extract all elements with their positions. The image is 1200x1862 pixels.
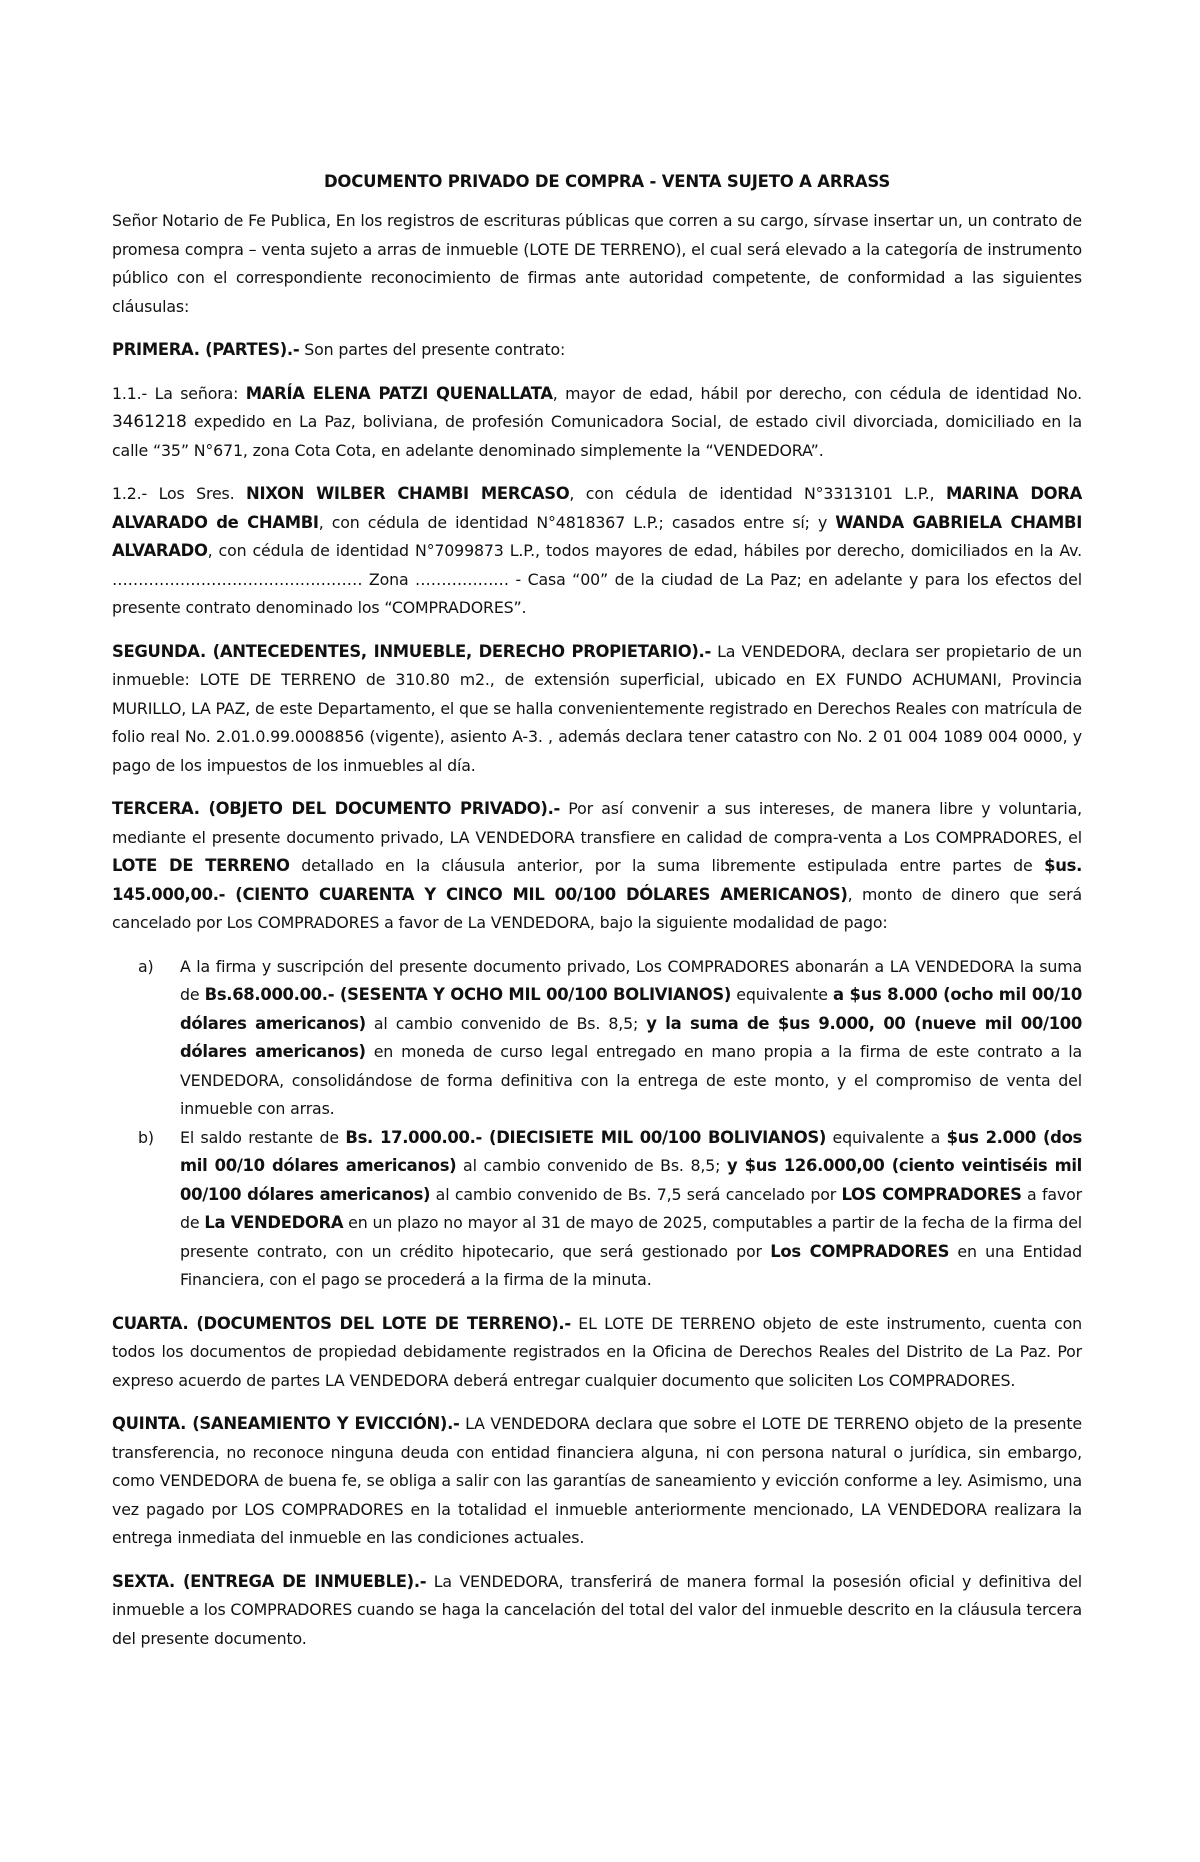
item-amount: y $us 126.000,00 (ciento veintiséis mil 00/100 dólares americanos) (180, 1156, 1082, 1204)
item-amount: $us 2.000 (dos mil 00/10 dólares americanos) (180, 1127, 1082, 1175)
clause-heading: PRIMERA. (PARTES).- (112, 340, 300, 359)
clause-heading: SEXTA. (ENTREGA DE INMUEBLE).- (112, 1571, 427, 1591)
intro-paragraph: Señor Notario de Fe Publica, En los registros de escrituras públicas que corren a su cargo, sírvase insertar un, un contrato de promesa compra – venta sujeto a arras de inmueble (LOTE DE TERRENO), el cual será elevado a la categoría de instrumento público con el correspondiente reconocimiento de firmas ante autoridad competente, de conformidad a las siguientes cláusulas: (112, 211, 1082, 316)
item-text: en un plazo no mayor al 31 de mayo de 2025, computables a partir de la fecha de la firma del presente contrato, con un crédito hipotecario, que será gestionado por (180, 1213, 1082, 1261)
clause-tercera (112, 795, 1082, 938)
clause-primera (112, 336, 1082, 365)
item-text: equivalente a (826, 1127, 947, 1147)
payment-item-b (138, 1124, 1083, 1295)
item-text: en moneda de curso legal entregado en mano propia a la firma de este contrato a la VENDEDORA, consolidándose de forma definitiva con la entrega de este monto, y el compromiso de venta del inmueble con arras. (180, 1042, 1082, 1118)
list-marker: a) (138, 956, 154, 976)
party-ci: 3461218 (112, 412, 187, 432)
clause-text: Por así convenir a sus intereses, de manera libre y voluntaria, mediante el presente documento privado, LA VENDEDORA transfiere en calidad de compra-venta a Los COMPRADORES, el (112, 799, 1082, 847)
clause-text: Son partes del presente contrato: (299, 340, 566, 359)
party-text: , mayor de edad, hábil por derecho, con cédula de identidad No. (552, 383, 1083, 403)
item-amount: Bs.68.000.00.- (SESENTA Y OCHO MIL 00/100 BOLIVIANOS) (204, 985, 732, 1004)
item-party: Los COMPRADORES (770, 1241, 950, 1261)
item-text: equivalente (731, 985, 833, 1004)
clause-text: , monto de dinero que será cancelado por Los COMPRADORES a favor de La VENDEDORA, bajo la siguiente modalidad de pago: (112, 884, 1082, 932)
clause-text: LA VENDEDORA declara que sobre el LOTE DE TERRENO objeto de la presente transferencia, no reconoce ninguna deuda con entidad financiera alguna, ni con persona natural o jurídica, sin embargo, como VENDEDORA de buena fe, se obliga a salir con las garantías de saneamiento y evicción conforme a ley. Asimismo, una vez pagado por LOS COMPRADORES en la totalidad el inmueble anteriormente mencionado, LA VENDEDORA realizara la entrega inmediata del inmueble en las condiciones actuales. (112, 1414, 1082, 1547)
item-party: La VENDEDORA (204, 1213, 344, 1232)
payment-list (112, 953, 1082, 1295)
clause-heading: TERCERA. (OBJETO DEL DOCUMENTO PRIVADO).- (112, 799, 561, 818)
party-1-2 (112, 480, 1082, 623)
item-text: El saldo restante de (180, 1127, 346, 1147)
clause-segunda (112, 638, 1082, 781)
clause-text: La VENDEDORA, declara ser propietario de un inmueble: LOTE DE TERRENO de 310.80 m2., de extensión superficial, ubicado en EX FUNDO ACHUMANI, Provincia MURILLO, LA PAZ, de este Departamento, el que se halla convenientemente registrado en Derechos Reales con matrícula de folio real No. 2.01.0.99.0008856 (vigente), asiento A-3. , además declara tener catastro con No. 2 01 004 1089 004 0000, y pago de los impuestos de los inmuebles al día. (112, 641, 1083, 775)
party-1-1 (112, 380, 1082, 466)
party-text: , con cédula de identidad N°3313101 L.P., (569, 484, 946, 503)
item-text: en una Entidad Financiera, con el pago se procederá a la firma de la minuta. (180, 1241, 1083, 1289)
item-text: al cambio convenido de Bs. 7,5 será cancelado por (430, 1184, 842, 1204)
item-text: A la firma y suscripción del presente documento privado, Los COMPRADORES abonarán a LA VENDEDORA la suma de (180, 956, 1082, 1004)
party-name: WANDA GABRIELA CHAMBI ALVARADO (112, 512, 1082, 560)
party-text: , con cédula de identidad N°7099873 L.P., todos mayores de edad, hábiles por derecho, domiciliados en la Av. ………………………………………… Zona ……………… - Casa “00” de la ciudad de La Paz; en adelante y para los efectos del presente contrato denominado los “COMPRADORES”. (112, 541, 1082, 617)
item-amount: y la suma de $us 9.000, 00 (nueve mil 00/100 dólares americanos) (180, 1013, 1083, 1061)
party-text: , con cédula de identidad N°4818367 L.P.; casados entre sí; y (318, 512, 836, 532)
party-text: expedido en La Paz, boliviana, de profesión Comunicadora Social, de estado civil divorciada, domiciliado en la calle “35” N°671, zona Cota Cota, en adelante denominado simplemente la “VENDEDORA”. (112, 412, 1082, 460)
clause-sexta (112, 1568, 1082, 1654)
clause-quinta (112, 1410, 1082, 1553)
clause-heading: CUARTA. (DOCUMENTOS DEL LOTE DE TERRENO).- (112, 1313, 571, 1333)
clause-text: La VENDEDORA, transferirá de manera formal la posesión oficial y definitiva del inmueble a los COMPRADORES cuando se haga la cancelación del total del valor del inmueble descrito en la cláusula tercera del presente documento. (112, 1571, 1083, 1648)
item-party: LOS COMPRADORES (841, 1184, 1022, 1204)
item-amount: a $us 8.000 (ocho mil 00/10 dólares americanos) (180, 985, 1082, 1033)
clause-heading: QUINTA. (SANEAMIENTO Y EVICCIÓN).- (112, 1414, 460, 1433)
list-marker: b) (138, 1127, 154, 1147)
clause-heading: SEGUNDA. (ANTECEDENTES, INMUEBLE, DERECHO PROPIETARIO).- (112, 641, 711, 661)
clause-text: detallado en la cláusula anterior, por la suma libremente estipulada entre partes de (289, 856, 1045, 875)
item-text: a favor de (180, 1184, 1082, 1232)
party-lead: 1.2.- Los Sres. (112, 484, 247, 503)
payment-item-a (138, 953, 1083, 1124)
party-name: MARÍA ELENA PATZI QUENALLATA (245, 383, 553, 403)
clause-cuarta (112, 1310, 1082, 1396)
party-name: MARINA DORA ALVARADO de CHAMBI (112, 484, 1082, 532)
party-name: NIXON WILBER CHAMBI MERCASO (246, 484, 570, 503)
document-title: DOCUMENTO PRIVADO DE COMPRA - VENTA SUJETO A ARRASS (323, 172, 891, 191)
item-text: al cambio convenido de Bs. 8,5; (456, 1156, 728, 1175)
party-lead: 1.1.- La señora: (112, 383, 246, 403)
lote-label: LOTE DE TERRENO (112, 856, 290, 875)
item-text: al cambio convenido de Bs. 8,5; (365, 1013, 647, 1033)
total-amount: $us. 145.000,00.- (CIENTO CUARENTA Y CINCO MIL 00/100 DÓLARES AMERICANOS) (112, 856, 1083, 904)
item-amount: Bs. 17.000.00.- (DIECISIETE MIL 00/100 BOLIVIANOS) (345, 1127, 827, 1147)
clause-text: EL LOTE DE TERRENO objeto de este instrumento, cuenta con todos los documentos de propiedad debidamente registrados en la Oficina de Derechos Reales del Distrito de La Paz. Por expreso acuerdo de partes LA VENDEDORA deberá entregar cualquier documento que soliciten Los COMPRADORES. (112, 1313, 1082, 1390)
